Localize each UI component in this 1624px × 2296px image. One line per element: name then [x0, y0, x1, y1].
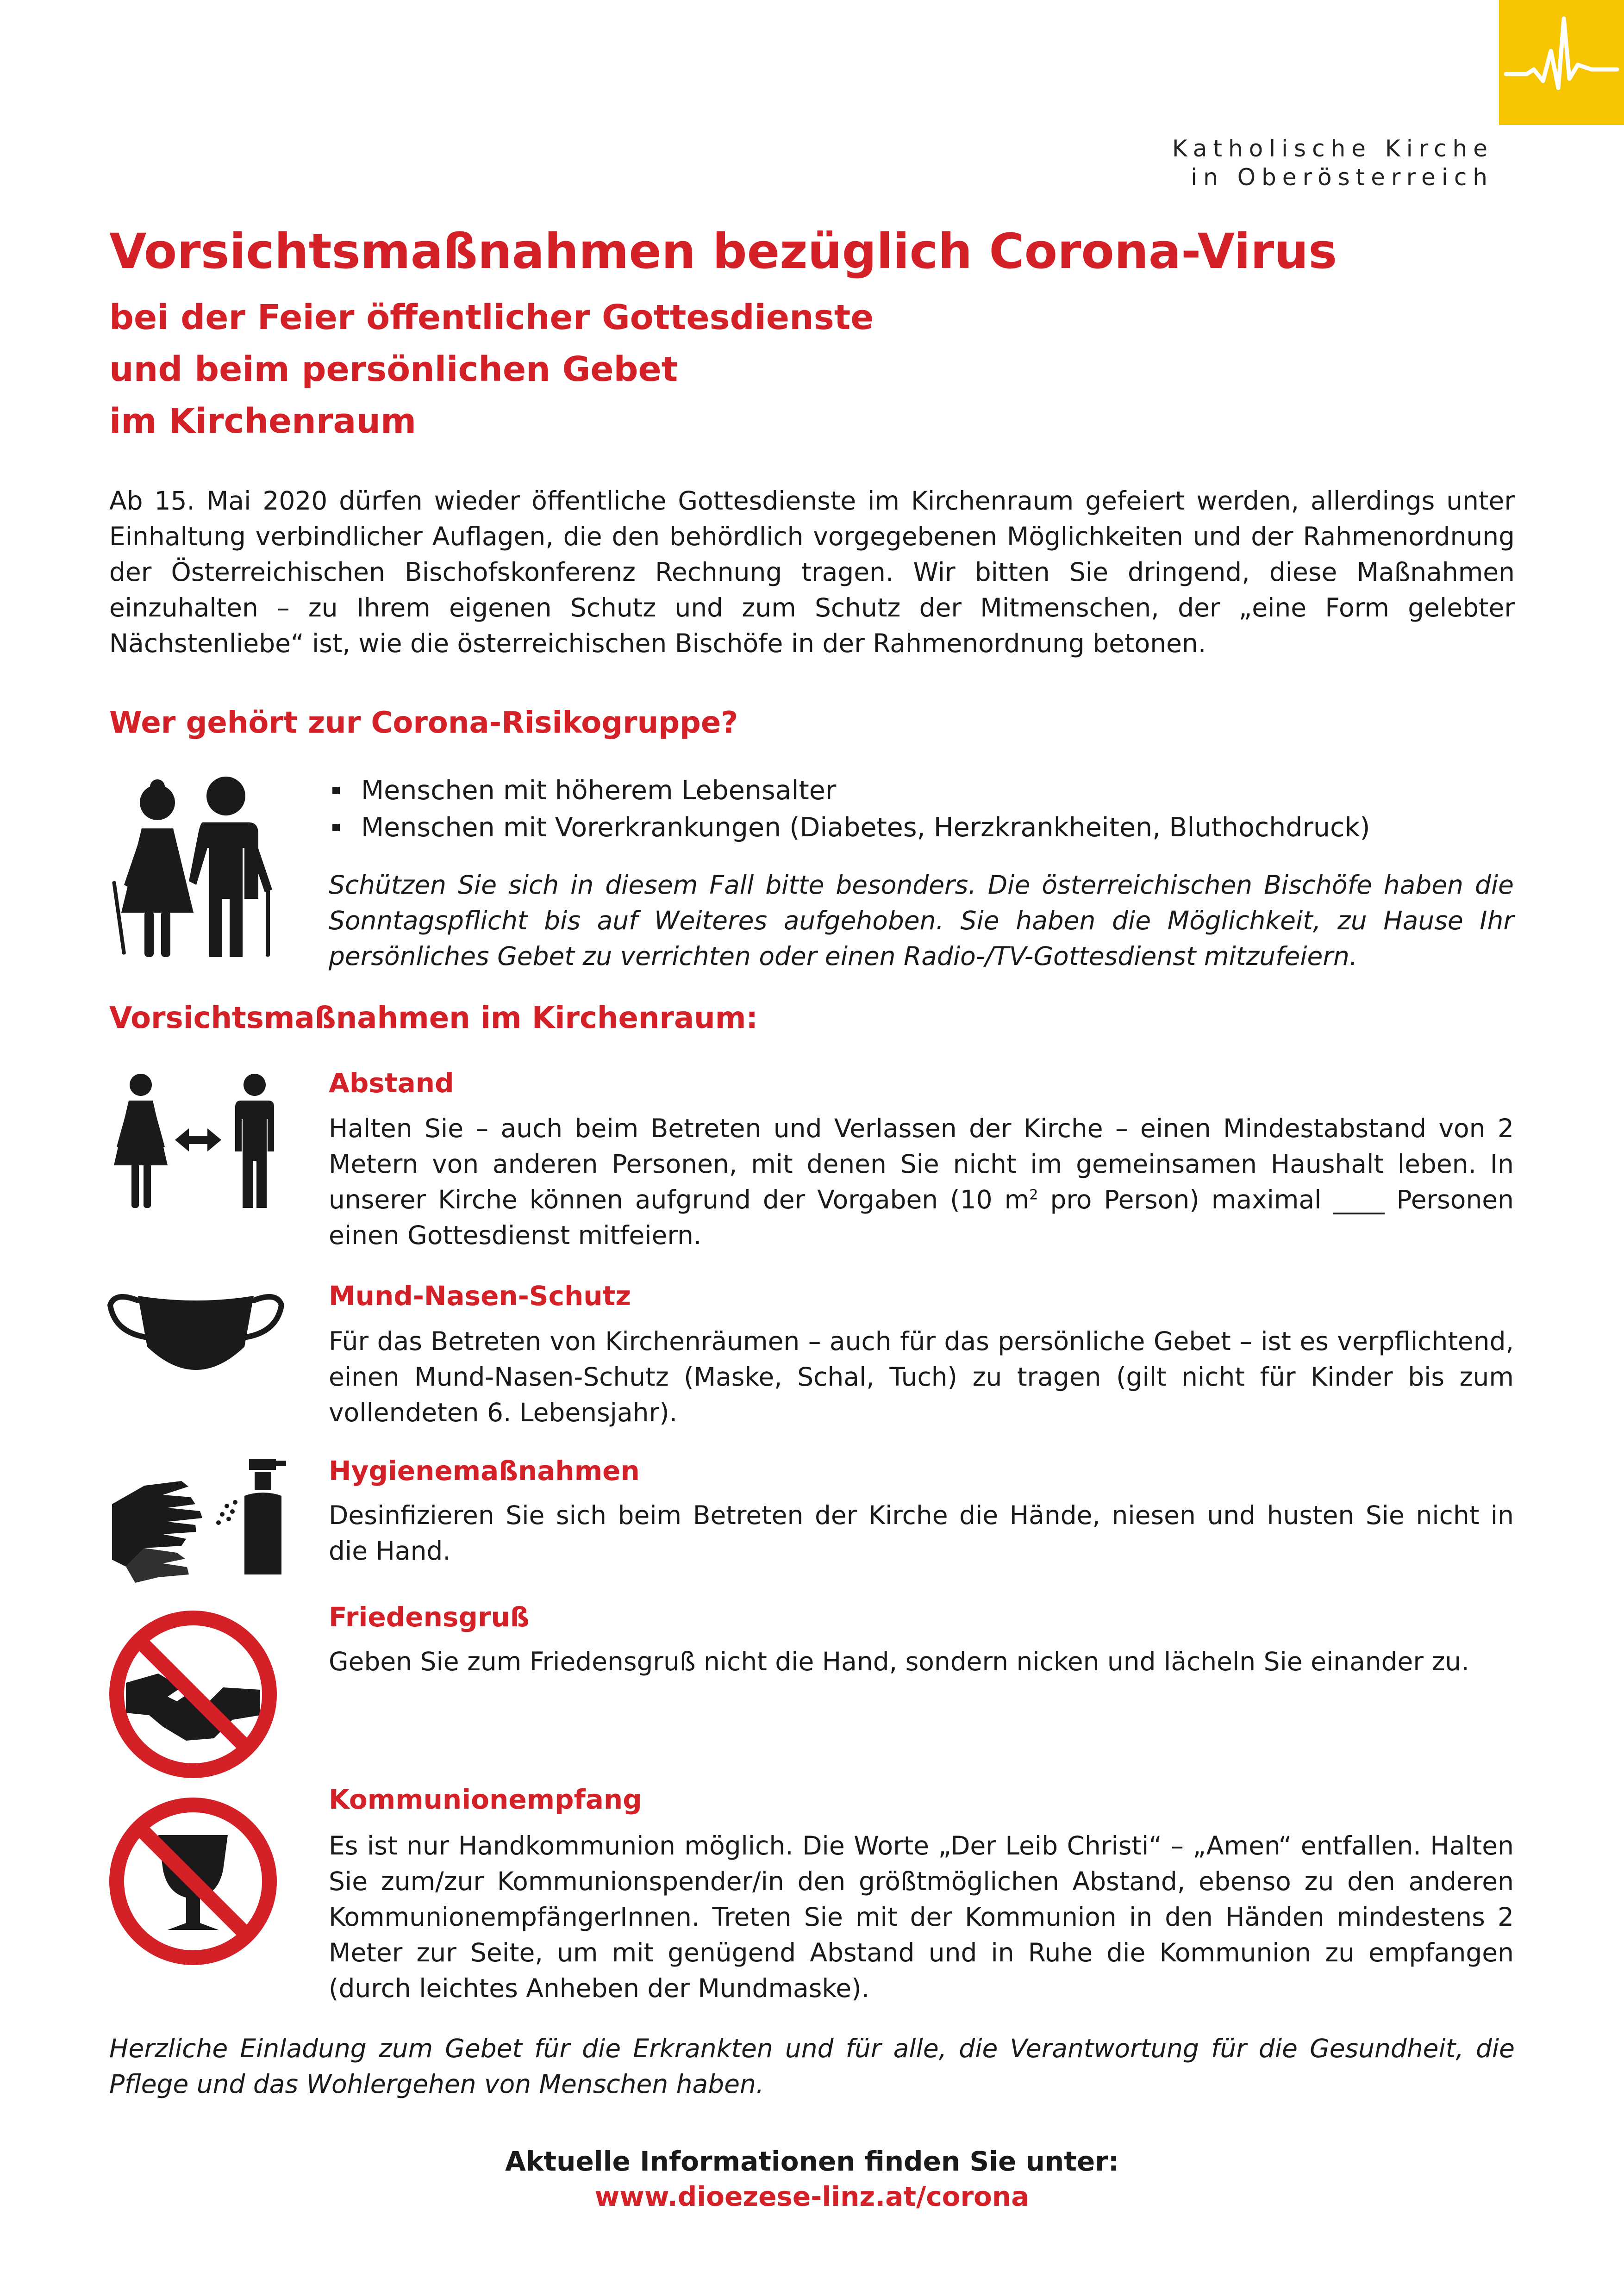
peace-title: Friedensgruß [329, 1601, 530, 1633]
subtitle-line-2: und beim persönlichen Gebet [109, 349, 678, 389]
no-chalice-icon [107, 1796, 279, 1967]
distance-icon [106, 1073, 281, 1212]
heartbeat-icon [1499, 0, 1624, 125]
organization-name [1172, 134, 1493, 192]
subtitle-line-3: im Kirchenraum [109, 401, 417, 441]
hand-sanitizer-icon [107, 1453, 288, 1583]
risk-bullet-item: Menschen mit höherem Lebensalter [329, 772, 1370, 809]
distance-text [329, 1111, 1514, 1253]
page-title: Vorsichtsmaßnahmen bezüglich Corona-Virus [109, 223, 1337, 280]
risk-bullet-list [329, 772, 1370, 846]
distance-text-part-1: Halten Sie – auch beim Betreten und Verlassen der Kirche – einen Mindestabstand von 2 Metern von anderen Personen, mit denen Sie nicht im gemeinsamen Haushalt leben. In unserer Kirche können aufgrund der Vorgaben (10 m [329, 1114, 1514, 1214]
hygiene-text: Desinfizieren Sie sich beim Betreten der Kirche die Hände, niesen und husten Sie nicht in die Hand. [329, 1500, 1514, 1566]
closing-text: Herzliche Einladung zum Gebet für die Erkrankten und für alle, die Verantwortung für die Gesundheit, die Pflege und das Wohlergehen von Menschen haben. [109, 2034, 1515, 2099]
risk-bullet-item: Menschen mit Vorerkrankungen (Diabetes, Herzkrankheiten, Bluthochdruck) [329, 809, 1370, 846]
distance-title: Abstand [329, 1067, 454, 1099]
communion-text: Es ist nur Handkommunion möglich. Die Worte „Der Leib Christi“ – „Amen“ entfallen. Halten Sie zum/zur Kommunionspender/in den größtmöglichen Abstand, ebenso zu den anderen KommunionempfängerInnen. Treten Sie mit der Kommunion in den Händen mindestens 2 Meter zur Seite, um mit genügend Abstand und in Ruhe die Kommunion zu empfangen (durch leichtes Anheben der Mundmaske). [329, 1831, 1514, 2003]
org-line-2: in Oberösterreich [1191, 164, 1493, 191]
diocese-logo [1499, 0, 1624, 125]
distance-superscript: 2 [1029, 1187, 1038, 1203]
measures-heading: Vorsichtsmaßnahmen im Kirchenraum: [109, 1001, 758, 1035]
elderly-couple-icon [106, 774, 277, 959]
communion-title: Kommunionempfang [329, 1784, 642, 1815]
subtitle-line-1: bei der Feier öffentlicher Gottesdienste [109, 298, 874, 337]
face-mask-icon [106, 1282, 286, 1379]
footer-link[interactable]: www.dioezese-linz.at/corona [594, 2181, 1030, 2212]
distance-text-part-2: pro Person) maximal ____ Personen einen Gottesdienst mitfeiern. [329, 1185, 1514, 1250]
no-handshake-icon [107, 1609, 279, 1780]
intro-paragraph: Ab 15. Mai 2020 dürfen wieder öffentliche Gottesdienste im Kirchenraum gefeiert werden, allerdings unter Einhaltung verbindlicher Auflagen, die den behördlich vorgegebenen Möglichkeiten und der Rahmenordnung der Österreichischen Bischofskonferenz Rechnung tragen. Wir bitten Sie dringend, diese Maßnahmen einzuhalten – zu Ihrem eigenen Schutz und zum Schutz der Mitmenschen, der „eine Form gelebter Nächstenliebe“ ist, wie die österreichischen Bischöfe in der Rahmenordnung betonen. [109, 486, 1515, 658]
risk-note: Schützen Sie sich in diesem Fall bitte besonders. Die österreichischen Bischöfe haben die Sonntagspflicht bis auf Weiteres aufgehoben. Sie haben die Möglichkeit, zu Hause Ihr persönliches Gebet zu verrichten oder einen Radio-/TV-Gottesdienst mitzufeiern. [329, 870, 1514, 971]
org-line-1: Katholische Kirche [1172, 135, 1493, 162]
mask-text: Für das Betreten von Kirchenräumen – auch für das persönliche Gebet – ist es verpflichtend, einen Mund-Nasen-Schutz (Maske, Schal, Tuch) zu tragen (gilt nicht für Kinder bis zum vollendeten 6. Lebensjahr). [329, 1326, 1514, 1427]
footer-label: Aktuelle Informationen finden Sie unter: [505, 2146, 1119, 2177]
risk-heading: Wer gehört zur Corona-Risikogruppe? [109, 706, 738, 740]
peace-text: Geben Sie zum Friedensgruß nicht die Hand, sondern nicken und lächeln Sie einander zu. [329, 1647, 1469, 1676]
mask-title: Mund-Nasen-Schutz [329, 1280, 631, 1312]
page-subtitle [109, 292, 874, 447]
hygiene-title: Hygienemaßnahmen [329, 1455, 640, 1487]
